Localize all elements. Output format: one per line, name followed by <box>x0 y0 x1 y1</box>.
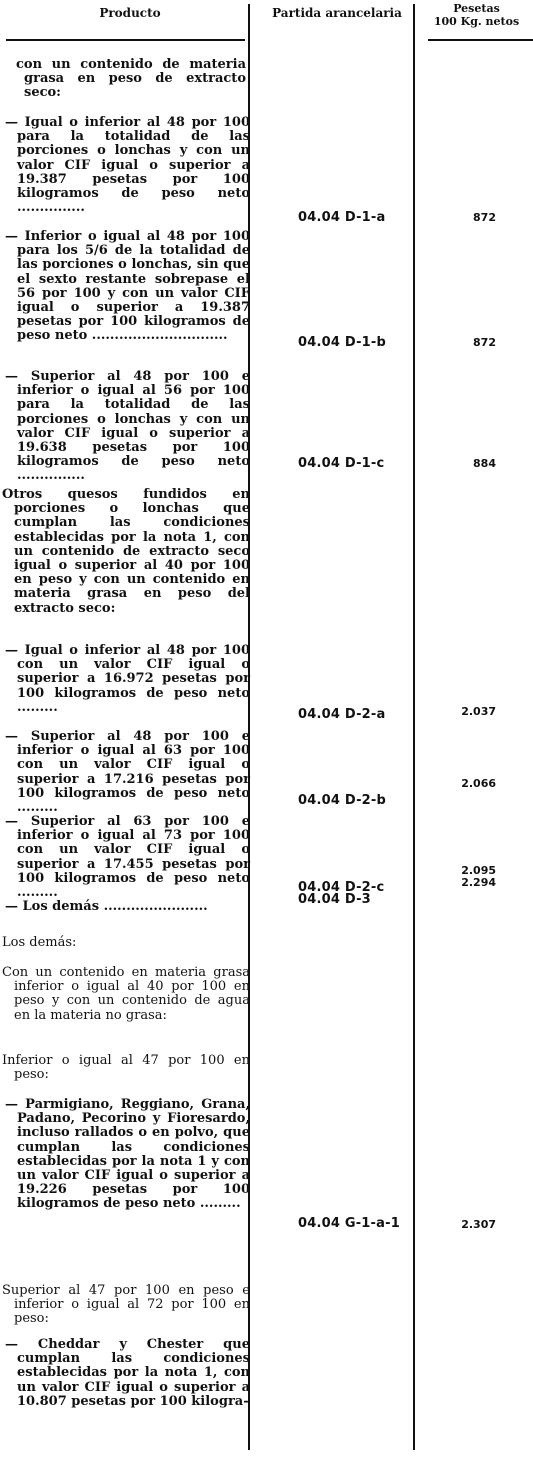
pesetas-line-2: 100 Kg. netos <box>433 15 520 28</box>
product-entry: — Igual o inferior al 48 por 100 para la totalidad de las porciones o lonchas y con un valor CIF igual o superior a 19.387 pesetas por 100 kilogramos de peso neto ............... <box>5 115 250 216</box>
price-value: 2.307 <box>461 1218 496 1231</box>
tariff-code: 04.04 D-2-b <box>298 793 387 808</box>
product-entry: — Superior al 48 por 100 e inferior o igual al 56 por 100 para la totalidad de las porciones o lonchas y con un valor CIF igual o superior a 19.638 pesetas por 100 kilogramos de peso neto ............... <box>5 369 250 484</box>
column-divider-2 <box>413 4 415 1450</box>
tariff-code: 04.04 D-1-a <box>298 210 386 225</box>
pesetas-line-1: Pesetas <box>453 2 500 15</box>
product-entry: — Parmigiano, Reggiano, Grana, Padano, Pecorino y Fioresardo, incluso rallados o en polvo, que cumplan las condiciones establecidas por la nota 1 y con un valor CIF igual o superior a 19.226 pesetas por 100 kilogramos de peso neto ......... <box>5 1097 250 1212</box>
product-entry: — Los demás ....................... <box>5 899 208 914</box>
header-rule <box>6 39 245 41</box>
price-value: 884 <box>473 457 496 470</box>
column-divider-1 <box>248 4 250 1450</box>
price-value: 2.294 <box>461 876 496 889</box>
tariff-code: 04.04 D-1-b <box>298 335 387 350</box>
price-value: 2.095 <box>461 864 496 877</box>
tariff-code: 04.04 D-3 <box>298 892 371 907</box>
tariff-code: 04.04 D-2-c <box>298 880 385 895</box>
column-header-pesetas <box>420 2 533 28</box>
product-entry: — Superior al 48 por 100 e inferior o igual al 63 por 100 con un valor CIF igual o superior a 17.216 pesetas por 100 kilogramos de peso neto ......... <box>5 729 250 816</box>
price-value: 2.037 <box>461 705 496 718</box>
product-entry: — Cheddar y Chester que cumplan las condiciones establecidas por la nota 1, con un valor CIF igual o superior a 10.807 pesetas por 100 kilogra- <box>5 1337 250 1409</box>
tariff-code: 04.04 D-1-c <box>298 456 385 471</box>
product-entry: — Igual o inferior al 48 por 100 con un valor CIF igual o superior a 16.972 pesetas por 100 kilogramos de peso neto ......... <box>5 643 250 715</box>
price-value: 2.066 <box>461 777 496 790</box>
product-entry: — Inferior o igual al 48 por 100 para los 5/6 de la totalidad de las porciones o lonchas, sin que el sexto restante sobrepase el 56 por 100 y con un valor CIF igual o superior a 19.387 pesetas por 100 kilogramos de peso neto .............................. <box>5 229 250 344</box>
tariff-code: 04.04 D-2-a <box>298 707 386 722</box>
product-entry: con un contenido de materia grasa en peso de extracto seco: <box>16 57 246 101</box>
product-entry: Otros quesos fundidos en porciones o lonchas que cumplan las condiciones establecidas por la nota 1, con un contenido de extracto seco igual o superior al 40 por 100 en peso y con un contenido en materia grasa en peso del extracto seco: <box>2 487 250 616</box>
product-entry: — Superior al 63 por 100 e inferior o igual al 73 por 100 con un valor CIF igual o superior a 17.455 pesetas por 100 kilogramos de peso neto ......... <box>5 814 250 901</box>
header-rule-right <box>428 39 533 41</box>
product-entry: Superior al 47 por 100 en peso e inferior o igual al 72 por 100 en peso: <box>2 1283 250 1327</box>
product-entry: Inferior o igual al 47 por 100 en peso: <box>2 1053 250 1083</box>
column-header-partida: Partida arancelaria <box>272 6 402 20</box>
product-entry: Con un contenido en materia grasa inferior o igual al 40 por 100 en peso y con un contenido de agua en la materia no grasa: <box>2 965 250 1023</box>
column-header-product: Producto <box>99 6 161 20</box>
product-entry: Los demás: <box>2 935 77 950</box>
price-value: 872 <box>473 336 496 349</box>
tariff-code: 04.04 G-1-a-1 <box>298 1216 400 1231</box>
price-value: 872 <box>473 211 496 224</box>
